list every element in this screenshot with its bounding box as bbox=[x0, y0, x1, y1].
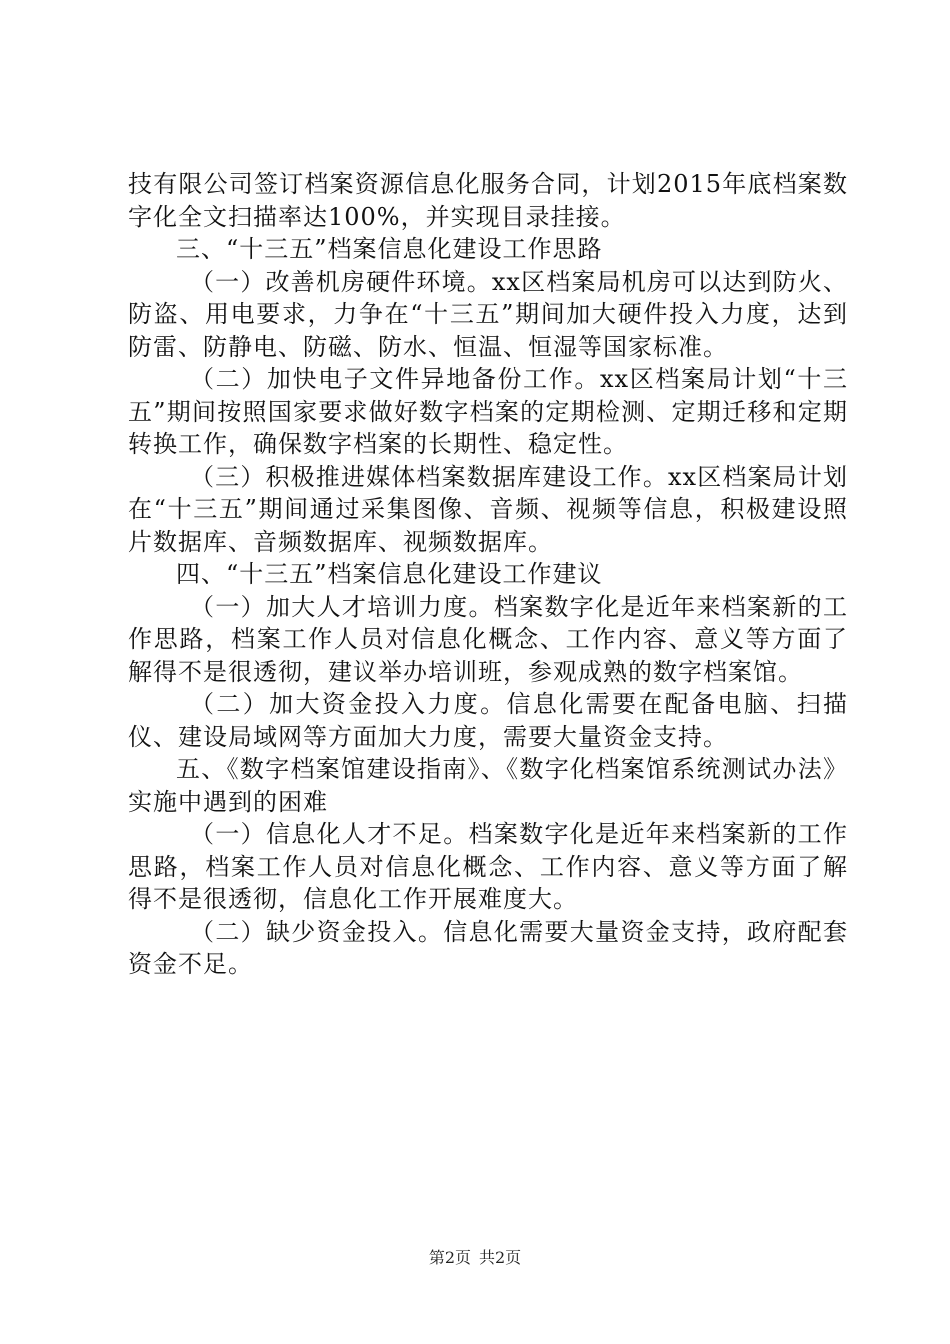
document-body bbox=[128, 168, 848, 981]
section-heading-3: 三、“十三五”档案信息化建设工作思路 bbox=[176, 235, 603, 263]
paragraph-3-2: （二）加快电子文件异地备份工作。xx区档案局计划“十三五”期间按照国家要求做好数字档案的定期检测、定期迁移和定期转换工作，确保数字档案的长期性、稳定性。 bbox=[128, 365, 848, 458]
paragraph-3-3: （三）积极推进媒体档案数据库建设工作。xx区档案局计划在“十三五”期间通过采集图像、音频、视频等信息，积极建设照片数据库、音频数据库、视频数据库。 bbox=[128, 462, 848, 556]
paragraph-5-1: （一）信息化人才不足。档案数字化是近年来档案新的工作思路，档案工作人员对信息化概念、工作内容、意义等方面了解得不是很透彻，信息化工作开展难度大。 bbox=[128, 820, 848, 913]
paragraph-4-2: （二）加大资金投入力度。信息化需要在配备电脑、扫描仪、建设局域网等方面加大力度，需要大量资金支持。 bbox=[128, 690, 848, 751]
page-footer bbox=[0, 1248, 950, 1268]
paragraph-3-1: （一）改善机房硬件环境。xx区档案局机房可以达到防火、防盗、用电要求，力争在“十三五”期间加大硬件投入力度，达到防雷、防静电、防磁、防水、恒温、恒湿等国家标准。 bbox=[128, 267, 848, 361]
paragraph-continuation: 技有限公司签订档案资源信息化服务合同，计划2015年底档案数字化全文扫描率达100%，并实现目录挂接。 bbox=[128, 170, 848, 231]
section-heading-5: 五、《数字档案馆建设指南》、《数字化档案馆系统测试办法》实施中遇到的困难 bbox=[128, 755, 848, 816]
page-number: 第2页 bbox=[428, 1248, 471, 1267]
section-heading-4: 四、“十三五”档案信息化建设工作建议 bbox=[176, 560, 603, 588]
paragraph-5-2: （二）缺少资金投入。信息化需要大量资金支持，政府配套资金不足。 bbox=[128, 917, 848, 978]
paragraph-4-1: （一）加大人才培训力度。档案数字化是近年来档案新的工作思路，档案工作人员对信息化概念、工作内容、意义等方面了解得不是很透彻，建议举办培训班，参观成熟的数字档案馆。 bbox=[128, 592, 848, 686]
page-total: 共2页 bbox=[479, 1248, 522, 1267]
